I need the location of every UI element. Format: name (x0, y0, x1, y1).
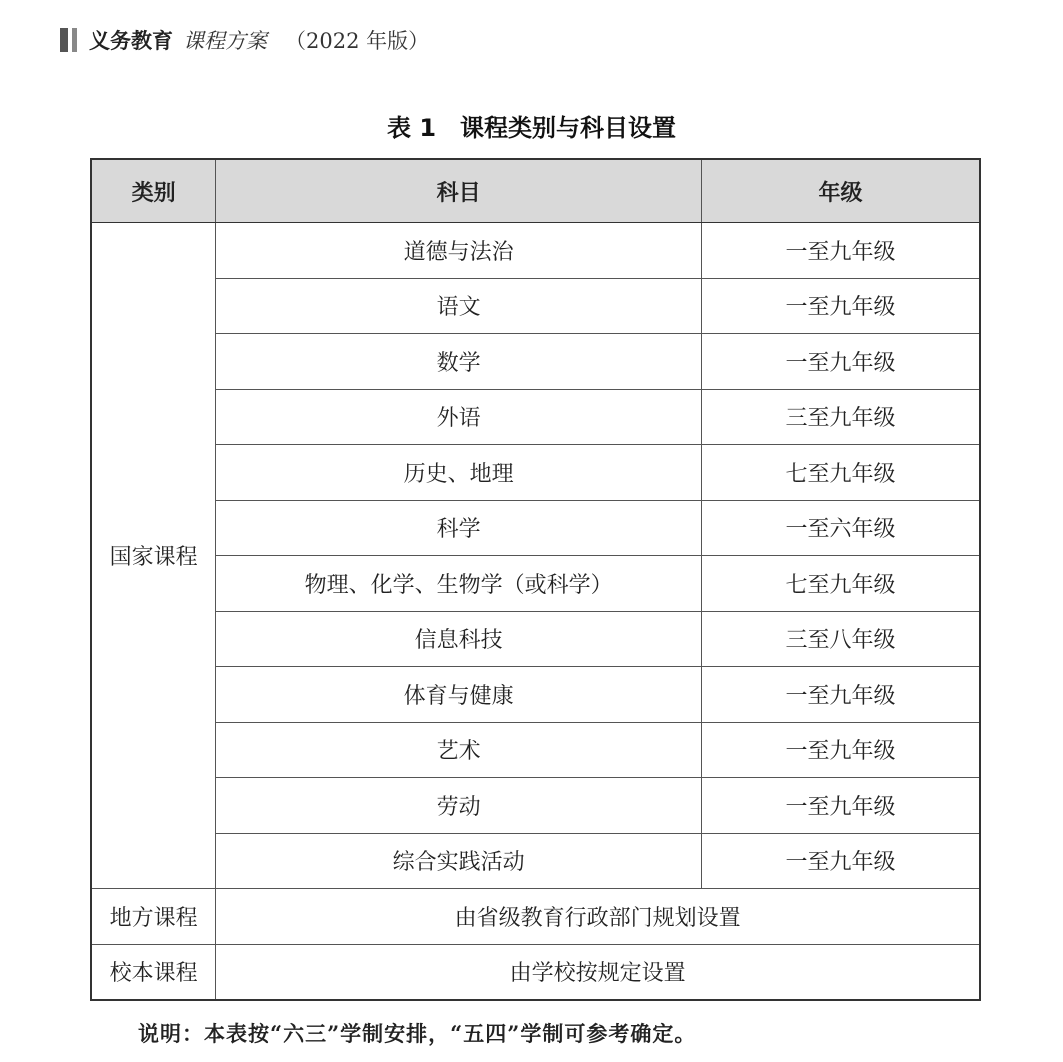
table-caption: 课程类别与科目设置 (460, 114, 677, 142)
grade-cell: 七至九年级 (702, 556, 980, 612)
subject-cell: 艺术 (216, 722, 702, 778)
table-row (91, 778, 980, 834)
header-edition: （2022 年版） (285, 29, 430, 53)
grade-cell: 一至九年级 (702, 833, 980, 889)
subject-cell: 信息科技 (216, 611, 702, 667)
table-row (91, 833, 980, 889)
grade-cell: 一至九年级 (702, 278, 980, 334)
local-description: 由省级教育行政部门规划设置 (216, 889, 980, 945)
table-row (91, 278, 980, 334)
table-row (91, 611, 980, 667)
table-row (91, 889, 980, 945)
table-row (91, 944, 980, 1000)
table-title (0, 108, 1063, 143)
page-header (60, 22, 429, 58)
table-header-row (91, 159, 980, 223)
grade-cell: 一至九年级 (702, 223, 980, 279)
subject-cell: 劳动 (216, 778, 702, 834)
subject-cell: 综合实践活动 (216, 833, 702, 889)
table-row (91, 500, 980, 556)
table-row (91, 445, 980, 501)
table-row (91, 334, 980, 390)
school-description: 由学校按规定设置 (216, 944, 980, 1000)
header-grade: 年级 (702, 159, 980, 223)
grade-cell: 一至九年级 (702, 722, 980, 778)
subject-cell: 外语 (216, 389, 702, 445)
header-subject: 科目 (216, 159, 702, 223)
table-row (91, 667, 980, 723)
header-bar-icon (60, 28, 77, 52)
header-book-title: 义务教育 (89, 29, 173, 53)
grade-cell: 三至九年级 (702, 389, 980, 445)
table-row (91, 389, 980, 445)
header-plan-title: 课程方案 (183, 29, 267, 53)
subject-cell: 数学 (216, 334, 702, 390)
grade-cell: 三至八年级 (702, 611, 980, 667)
subject-cell: 历史、地理 (216, 445, 702, 501)
table-note: 说明：本表按“六三”学制安排，“五四”学制可参考确定。 (138, 1021, 697, 1046)
table-number: 表 1 (386, 114, 437, 142)
header-category: 类别 (91, 159, 216, 223)
category-national: 国家课程 (91, 223, 216, 889)
table-row (91, 722, 980, 778)
subject-cell: 语文 (216, 278, 702, 334)
course-table (90, 158, 981, 1001)
category-local: 地方课程 (91, 889, 216, 945)
category-school: 校本课程 (91, 944, 216, 1000)
subject-cell: 体育与健康 (216, 667, 702, 723)
table-row (91, 223, 980, 279)
grade-cell: 一至六年级 (702, 500, 980, 556)
table-row (91, 556, 980, 612)
grade-cell: 一至九年级 (702, 334, 980, 390)
grade-cell: 一至九年级 (702, 667, 980, 723)
subject-cell: 物理、化学、生物学（或科学） (216, 556, 702, 612)
subject-cell: 科学 (216, 500, 702, 556)
subject-cell: 道德与法治 (216, 223, 702, 279)
grade-cell: 七至九年级 (702, 445, 980, 501)
grade-cell: 一至九年级 (702, 778, 980, 834)
